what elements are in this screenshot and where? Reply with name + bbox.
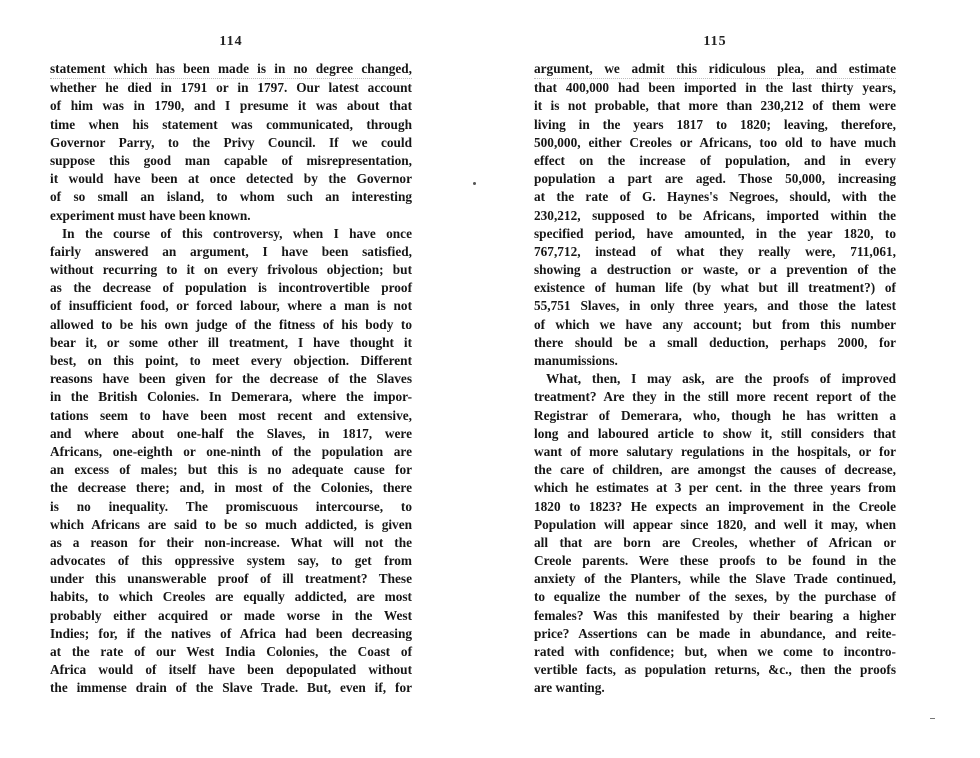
text-line: price? Assertions can be made in abundance, and reite- [534,625,896,641]
text-line: treatment? Are they in the still more recent report of the [534,389,896,405]
text-line: probably either acquired or made worse in the West [50,607,412,623]
text-line: Africa would of itself have been depopulated without [50,662,412,678]
text-line: 500,000, either Creoles or Africans, too old to have much [534,134,896,150]
text-line: are wanting. [534,680,605,696]
text-line: tations seem to have been most recent and extensive, [50,407,412,423]
text-line: long and laboured article to show it, still considers that [534,425,896,441]
margin-mark [930,718,935,719]
text-line: whether he died in 1791 or in 1797. Our latest account [50,80,412,96]
text-line: in the British Colonies. In Demerara, where the impor- [50,389,412,405]
text-line: at the rate of G. Haynes's Negroes, should, with the [534,189,896,205]
text-line: of which we have any account; but from this number [534,316,896,332]
text-line: time when his statement was communicated, through [50,116,412,132]
text-line: of insufficient food, or forced labour, where a man is not [50,298,412,314]
text-line: existence of human life (by what but ill treatment?) of [534,280,896,296]
text-line: Registrar of Demerara, who, though he has written a [534,407,896,423]
text-line: effect on the increase of population, and in every [534,152,896,168]
text-line: fairly answered an argument, I have been satisfied, [50,243,412,259]
text-line: under this unanswerable proof of ill treatment? These [50,571,412,587]
text-line: argument, we admit this ridiculous plea, and estimate [534,60,896,79]
text-line: it is not probable, that more than 230,212 of them were [534,98,896,114]
text-line: the immense drain of the Slave Trade. But, even if, for [50,680,412,696]
text-line: advocates of this oppressive system say, to get from [50,553,412,569]
text-line: of him was in 1790, and I presume it was about that [50,98,412,114]
text-line: as a reason for their non-increase. What will not the [50,534,412,550]
left-page-number: 114 [219,34,243,49]
text-line: bear it, or some other ill treatment, I have thought it [50,334,412,350]
text-line: allowed to be his own judge of the fitness of his body to [50,316,412,332]
text-line: Indies; for, if the natives of Africa had been decreasing [50,625,412,641]
text-line: habits, to which Creoles are equally addicted, are most [50,589,412,605]
text-line: without recurring to it on every frivolous objection; but [50,262,412,278]
text-line: at the rate of our West India Colonies, the Coast of [50,644,412,659]
text-line: that 400,000 had been imported in the last thirty years, [534,80,896,96]
text-line: Africans, one-eighth or one-ninth of the population are [50,443,412,459]
text-line: reasons have been given for the decrease of the Slaves [50,371,412,387]
text-line: as the decrease of population is incontrovertible proof [50,280,412,296]
text-line: the care of children, are amongst the causes of decrease, [534,462,896,478]
text-line: living in the years 1817 to 1820; leaving, therefore, [534,116,896,132]
text-line: Creole parents. Were these proofs to be found in the [534,553,896,569]
text-line: of so small an island, to whom such an interesting [50,189,412,205]
text-line: anxiety of the Planters, while the Slave Trade continued, [534,571,896,587]
text-line: an excess of males; but this is no adequate cause for [50,462,412,478]
text-line: population a part are aged. Those 50,000, increasing [534,171,896,187]
text-line: Population will appear since 1820, and well it may, when [534,516,896,532]
text-line: specified period, have amounted, in the year 1820, to [534,225,896,241]
text-line: 1820 to 1823? He expects an improvement in the Creole [534,498,896,514]
text-line: In the course of this controversy, when I have once [62,225,412,241]
text-line: 55,751 Slaves, in only three years, and those the latest [534,298,896,314]
right-page-text [534,60,896,698]
text-line: which he estimates at 3 per cent. in the three years from [534,480,896,496]
text-line: manumissions. [534,353,618,368]
text-line: suppose this good man capable of misrepresentation, [50,152,412,168]
text-line: statement which has been made is in no degree changed, [50,60,412,79]
right-page-number: 115 [703,34,727,49]
text-line: to equalize the number of the sexes, by the purchase of [534,589,896,605]
text-line: showing a destruction or waste, or a prevention of the [534,262,896,278]
text-line: all that are born are Creoles, whether of African or [534,534,896,550]
left-page-text [50,60,412,698]
text-line: Governor Parry, to the Privy Council. If we could [50,134,412,150]
text-line: it would have been at once detected by the Governor [50,171,412,187]
text-line: experiment must have been known. [50,207,251,223]
text-line: which Africans are said to be so much addicted, is given [50,516,412,532]
text-line: there should be a small deduction, perhaps 2000, for [534,334,896,350]
text-line: females? Was this manifested by their bearing a higher [534,607,896,623]
text-line: best, on this point, to meet every objection. Different [50,353,412,368]
text-line: What, then, I may ask, are the proofs of improved [546,371,896,387]
text-line: want of more salutary regulations in the hospitals, or for [534,443,896,459]
text-line: vertible facts, as population returns, &c., then the proofs [534,662,896,678]
text-line: the decrease there; and, in most of the Colonies, there [50,480,412,496]
text-line: is no inequality. The promiscuous intercourse, to [50,498,412,514]
text-line: 767,712, instead of what they really were, 711,061, [534,243,896,259]
text-line: 230,212, supposed to be Africans, imported within the [534,207,896,223]
gutter-dot [473,182,476,185]
text-line: and where about one-half the Slaves, in 1817, were [50,425,412,441]
text-line: rated with confidence; but, when we come to incontro- [534,644,896,659]
